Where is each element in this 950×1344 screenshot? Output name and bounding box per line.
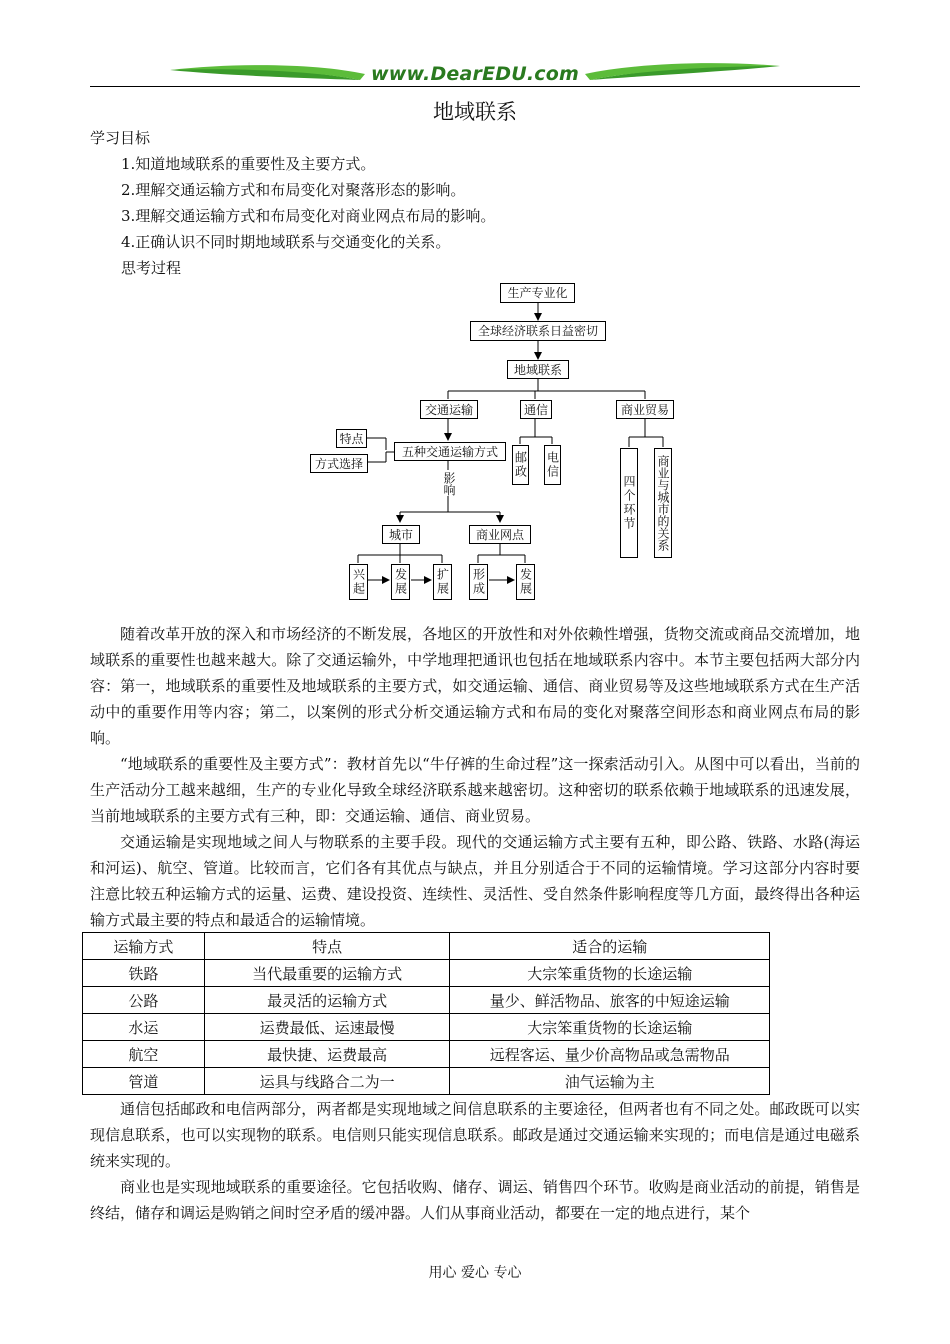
node-postal: 邮政 bbox=[512, 445, 529, 485]
objective-item-3: 3.理解交通运输方式和布局变化对商业网点布局的影响。 bbox=[121, 207, 496, 225]
node-commerce-city-relation: 商业与城市的关系 bbox=[654, 448, 672, 558]
table-cell: 大宗笨重货物的长途运输 bbox=[450, 960, 770, 987]
objectives-heading: 学习目标 bbox=[90, 129, 151, 147]
table-row bbox=[83, 1041, 770, 1068]
logo-text: www.DearEDU.com bbox=[370, 63, 580, 85]
node-development-2: 发展 bbox=[516, 564, 535, 600]
header-rule bbox=[90, 86, 860, 87]
table-cell: 运费最低、运速最慢 bbox=[204, 1014, 450, 1041]
transport-mode-table bbox=[82, 932, 770, 1095]
table-cell: 铁路 bbox=[83, 960, 205, 987]
process-heading: 思考过程 bbox=[121, 259, 182, 277]
objective-item-2: 2.理解交通运输方式和布局变化对聚落形态的影响。 bbox=[121, 181, 466, 199]
table-cell: 管道 bbox=[83, 1068, 205, 1095]
table-cell: 当代最重要的运输方式 bbox=[204, 960, 450, 987]
paragraph-communication: 通信包括邮政和电信两部分，两者都是实现地域之间信息联系的主要途径，但两者也有不同之处。邮政既可以实现信息联系，也可以实现物的联系。电信则只能实现信息联系。邮政是通过交通运输来实现的；而电信是通过电磁系统来实现的。 bbox=[90, 1100, 860, 1170]
table-cell: 航空 bbox=[83, 1041, 205, 1068]
table-cell: 远程客运、量少价高物品或急需物品 bbox=[450, 1041, 770, 1068]
node-formation: 形成 bbox=[469, 564, 488, 600]
node-features: 特点 bbox=[336, 429, 367, 448]
table-row bbox=[83, 1014, 770, 1041]
node-production-specialization: 生产专业化 bbox=[500, 283, 575, 303]
table-cell: 油气运输为主 bbox=[450, 1068, 770, 1095]
table-cell: 运具与线路合二为一 bbox=[204, 1068, 450, 1095]
node-four-links: 四个环节 bbox=[620, 448, 638, 558]
paragraph-transport: 交通运输是实现地域之间人与物联系的主要手段。现代的交通运输方式主要有五种，即公路、铁路、水路(海运和河运)、航空、管道。比较而言，它们各有其优点与缺点，并且分别适合于不同的运输情境。学习这部分内容时要注意比较五种运输方式的运量、运费、建设投资、连续性、灵活性、受自然条件影响程度等几方面，最终得出各种运输方式最主要的特点和最适合的运输情境。 bbox=[90, 833, 860, 929]
paragraph-commerce: 商业也是实现地域联系的重要途径。它包括收购、储存、调运、销售四个环节。收购是商业活动的前提，销售是终结，储存和调运是购销之间时空矛盾的缓冲器。人们从事商业活动，都要在一定的地点进行，某个 bbox=[90, 1178, 860, 1222]
table-header-cell: 运输方式 bbox=[83, 933, 205, 960]
objective-item-1: 1.知道地域联系的重要性及主要方式。 bbox=[121, 155, 376, 173]
table-cell: 大宗笨重货物的长途运输 bbox=[450, 1014, 770, 1041]
node-transportation: 交通运输 bbox=[420, 400, 478, 419]
node-five-modes: 五种交通运输方式 bbox=[394, 442, 506, 461]
table-cell: 量少、鲜活物品、旅客的中短途运输 bbox=[450, 987, 770, 1014]
table-row bbox=[83, 1068, 770, 1095]
node-trade: 商业贸易 bbox=[616, 400, 674, 419]
node-regional-links: 地域联系 bbox=[507, 360, 569, 379]
concept-flowchart bbox=[300, 280, 700, 610]
table-cell: 最灵活的运输方式 bbox=[204, 987, 450, 1014]
node-communication: 通信 bbox=[520, 400, 552, 419]
table-row bbox=[83, 987, 770, 1014]
node-development: 发展 bbox=[391, 564, 410, 600]
node-expansion: 扩展 bbox=[433, 564, 452, 600]
table-cell: 水运 bbox=[83, 1014, 205, 1041]
table-cell: 最快捷、运费最高 bbox=[204, 1041, 450, 1068]
paragraph-importance: “地域联系的重要性及主要方式”：教材首先以“牛仔裤的生命过程”这一探索活动引入。从图中可以看出，当前的生产活动分工越来越细，生产的专业化导致全球经济联系越来越密切。这种密切的联系依赖于地域联系的迅速发展，当前地域联系的主要方式有三种，即：交通运输、通信、商业贸易。 bbox=[90, 755, 860, 825]
node-telecom: 电信 bbox=[544, 445, 561, 485]
table-cell: 公路 bbox=[83, 987, 205, 1014]
node-commercial-outlets: 商业网点 bbox=[469, 525, 531, 544]
node-rise: 兴起 bbox=[349, 564, 368, 600]
label-influence: 影响 bbox=[442, 472, 456, 496]
table-header-row bbox=[83, 933, 770, 960]
table-row bbox=[83, 960, 770, 987]
node-global-economic-ties: 全球经济联系日益密切 bbox=[470, 321, 606, 341]
page-title: 地域联系 bbox=[433, 100, 517, 124]
table-header-cell: 适合的运输 bbox=[450, 933, 770, 960]
node-mode-choice: 方式选择 bbox=[310, 454, 368, 473]
table-header-cell: 特点 bbox=[204, 933, 450, 960]
page-footer: 用心 爱心 专心 bbox=[428, 1265, 522, 1281]
paragraph-intro: 随着改革开放的深入和市场经济的不断发展，各地区的开放性和对外依赖性增强，货物交流或商品交流增加，地域联系的重要性也越来越大。除了交通运输外，中学地理把通讯也包括在地域联系内容中。本节主要包括两大部分内容：第一，地域联系的重要性及地域联系的主要方式，如交通运输、通信、商业贸易等及这些地域联系方式在生产活动中的重要作用等内容；第二，以案例的形式分析交通运输方式和布局的变化对聚落空间形态和商业网点布局的影响。 bbox=[90, 625, 860, 747]
node-city: 城市 bbox=[382, 525, 420, 544]
objective-item-4: 4.正确认识不同时期地域联系与交通变化的关系。 bbox=[121, 233, 451, 251]
